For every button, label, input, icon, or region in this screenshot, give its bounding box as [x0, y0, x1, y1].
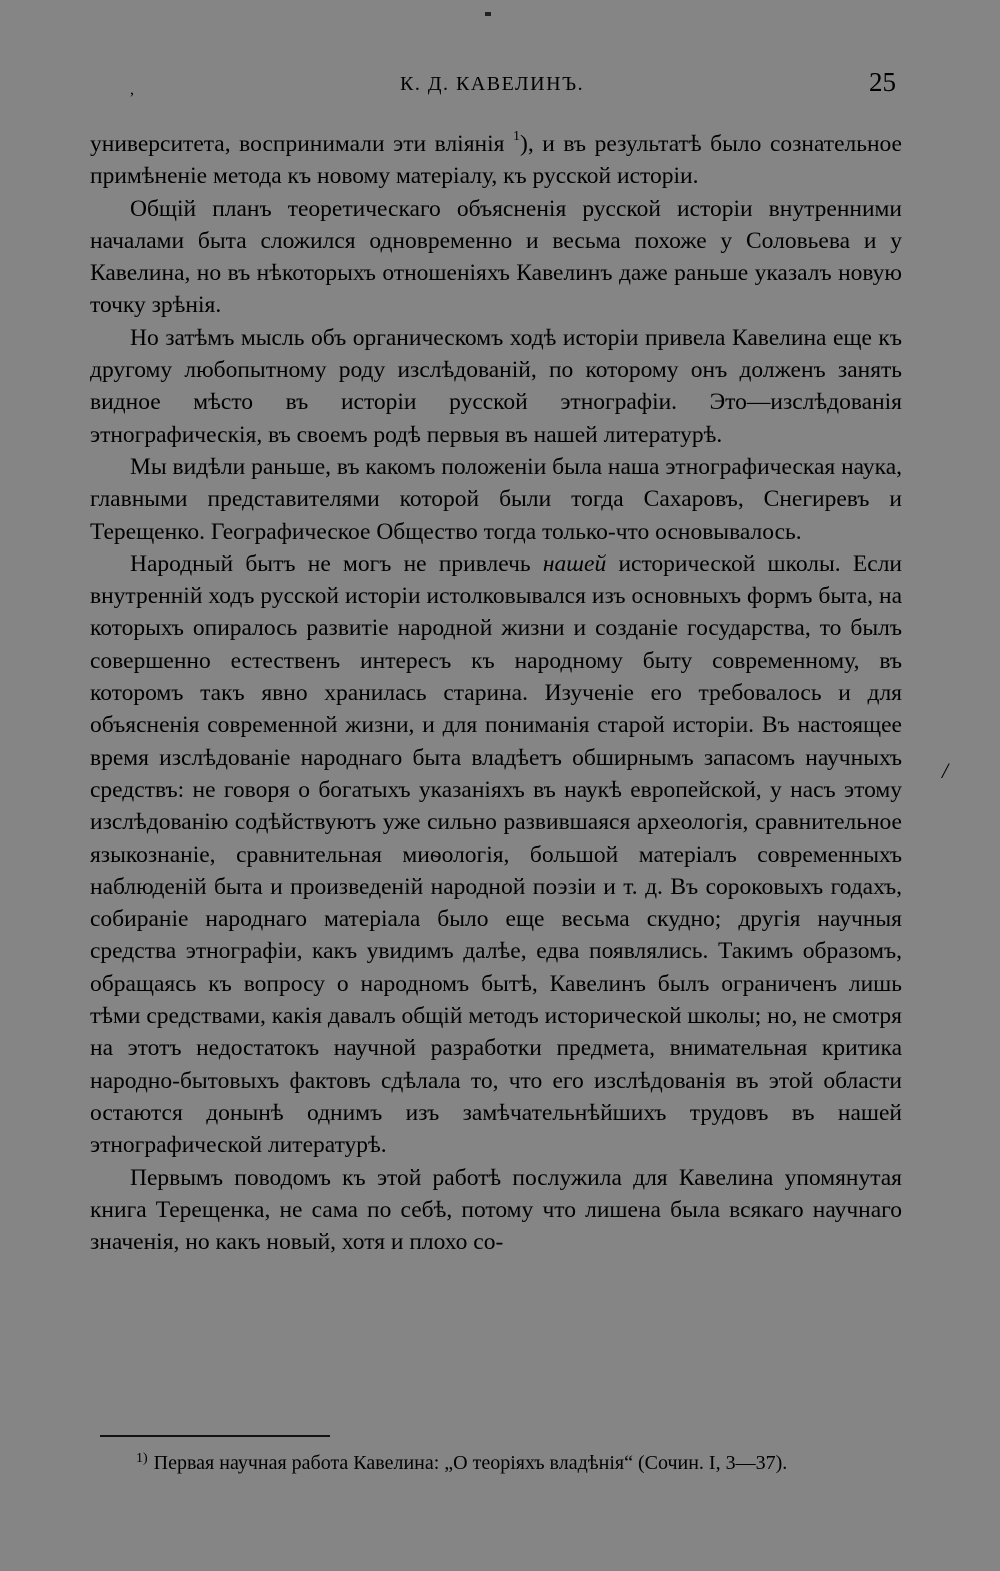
page-header	[90, 67, 902, 103]
paragraph-1-text: университета, воспринимали эти вліянія	[90, 131, 513, 157]
paragraph-1	[90, 128, 902, 193]
paragraph-6: Первымъ поводомъ къ этой работѣ послужила для Кавелина упомянутая книга Терещенка, не сама по себѣ, потому что лишена была всякаго научнаго значенія, но какъ новый, хотя и плохо со-	[90, 1164, 902, 1256]
footnote-marker: 1)	[136, 1451, 148, 1466]
footnote-text: Первая научная работа Кавелина: „О теоріяхъ владѣнія“ (Сочин. I, 3—37).	[153, 1452, 788, 1474]
paragraph-5-continuation: исторической школы. Если внутренній ходъ русской исторіи истолковывался изъ основныхъ формъ быта, на которыхъ опиралось развитіе народной жизни и созданіе государства, то былъ совершенно естественъ интересъ къ народному быту современному, въ которомъ такъ явно хранилась старина. Изученіе его требовалось и для объясненія современной жизни, и для пониманія старой исторіи. Въ настоящее время изслѣдованіе народнаго быта владѣетъ обширнымъ запасомъ научныхъ средствъ: не говоря о богатыхъ указаніяхъ въ наукѣ европейской, у насъ этому изслѣдованію содѣйствуютъ уже сильно развившаяся археологія, сравнительное языкознаніе, сравнительная миѳологія, большой матеріалъ современныхъ наблюденій быта и произведеній народной поэзіи и т. д. Въ сороковыхъ годахъ, собираніе народнаго матеріала было еще весьма скудно; другія научныя средства этнографіи, какъ увидимъ далѣе, едва появлялись. Такимъ образомъ, обращаясь къ вопросу о народномъ бытѣ, Кавелинъ былъ ограниченъ лишь тѣми средствами, какія давалъ общій методъ исторической школы; но, не смотря на этотъ недостатокъ научной разработки предмета, внимательная критика народно-бытовыхъ фактовъ сдѣлала то, что его изслѣдованія въ этой области остаются донынѣ однимъ изъ замѣчательнѣйшихъ трудовъ въ нашей этнографической литературѣ.	[90, 550, 902, 1159]
paragraph-5-text: Народный бытъ не могъ не привлечь	[130, 550, 543, 577]
paragraph-4: Мы видѣли раньше, въ какомъ положеніи была наша этнографическая наука, главными представителями которой были тогда Сахаровъ, Снегиревъ и Терещенко. Географическое Общество тогда только-что основывалось.	[90, 453, 903, 545]
footnote	[136, 1452, 787, 1475]
paragraph-1-continuation: ), и въ результатѣ было сознательное примѣненіе метода къ новому матеріалу, къ русской исторіи.	[90, 131, 902, 190]
paragraph-5	[90, 548, 902, 1162]
book-page	[90, 0, 902, 1571]
margin-mark: /	[942, 758, 949, 783]
body-text	[90, 128, 902, 1258]
footnote-divider	[100, 1435, 330, 1437]
emphasized-word: нашей	[542, 550, 607, 577]
page-number: 25	[869, 67, 896, 97]
paragraph-2: Общій планъ теоретическаго объясненія русской исторіи внутренними началами быта сложился одновременно и весьма похоже у Соловьева и у Кавелина, но въ нѣкоторыхъ отношеніяхъ Кавелинъ даже раньше указалъ новую точку зрѣнія.	[90, 195, 902, 319]
paragraph-3: Но затѣмъ мысль объ органическомъ ходѣ исторіи привела Кавелина еще къ другому любопытному роду изслѣдованій, по которому онъ долженъ занять видное мѣсто въ исторіи русской этнографіи. Это—изслѣдованія этнографическія, въ своемъ родѣ первыя въ нашей литературѣ.	[90, 324, 902, 448]
footnote-reference[interactable]: 1	[513, 129, 520, 145]
running-title: К. Д. КАВЕЛИНЪ.	[400, 73, 585, 95]
header-mark: ,	[130, 81, 134, 98]
